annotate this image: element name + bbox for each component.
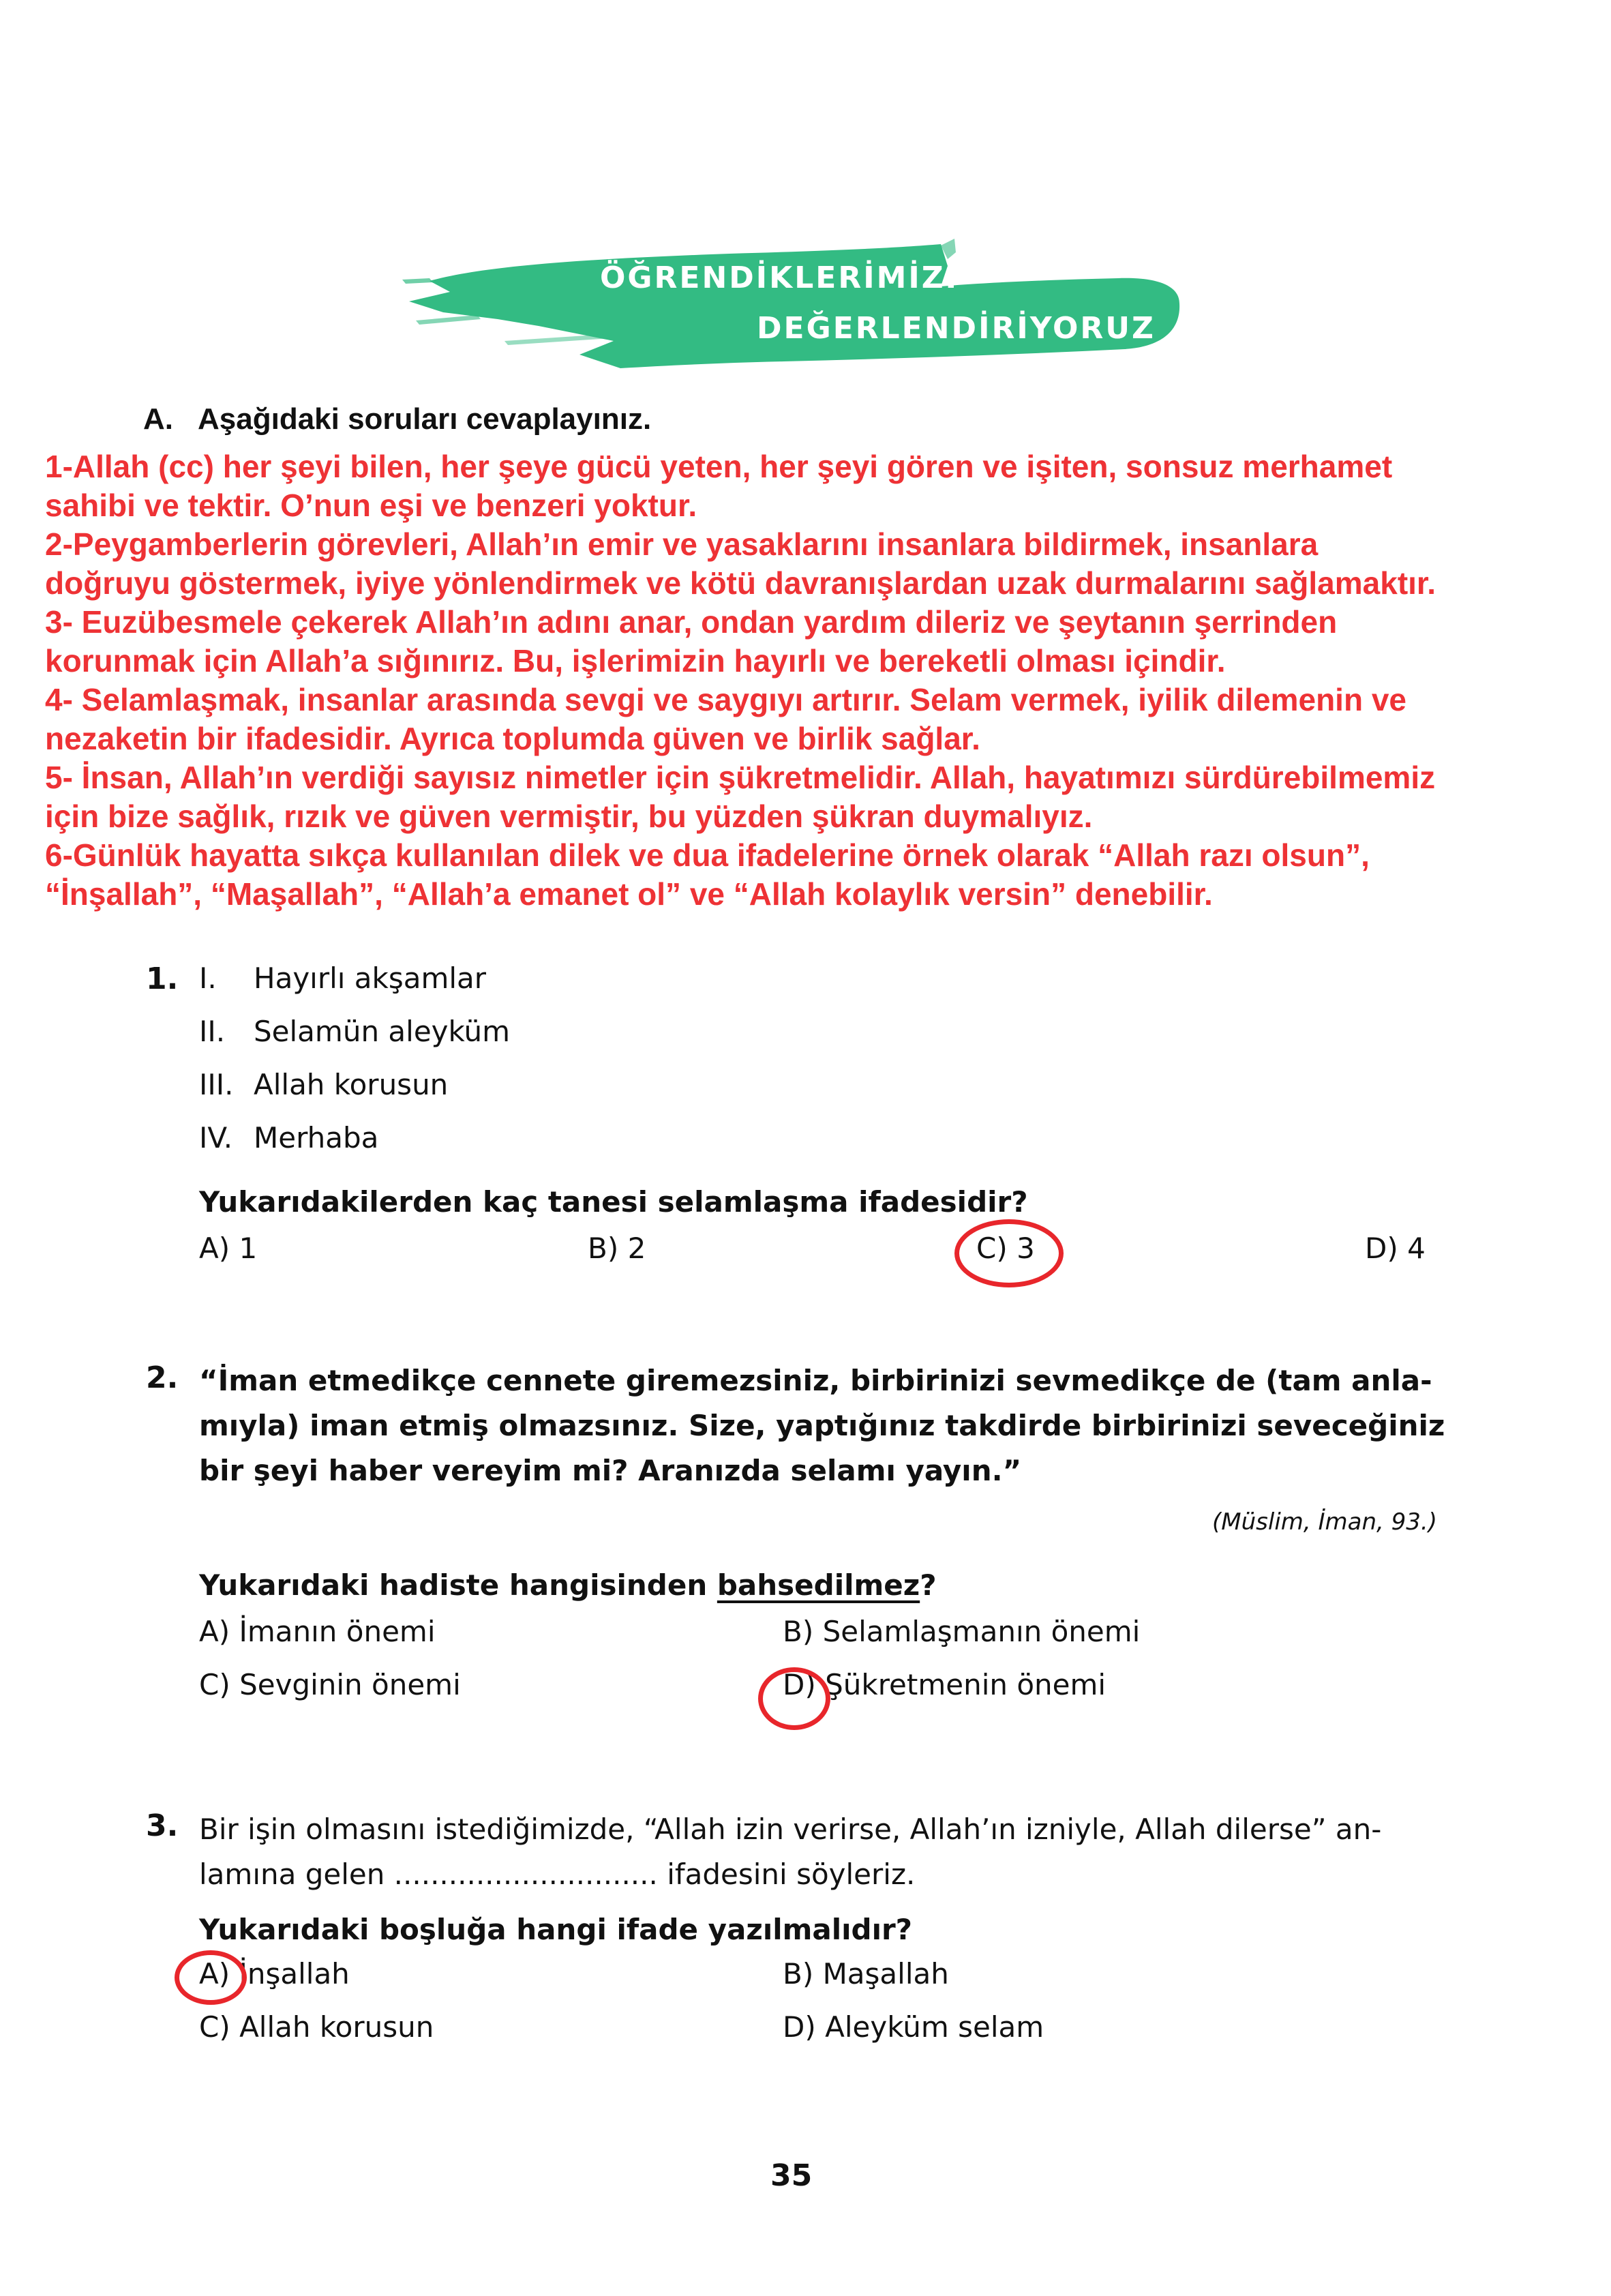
option-text: İmanın önemi — [239, 1615, 436, 1648]
section-banner — [402, 239, 1186, 375]
answer-circle-mark — [758, 1667, 830, 1730]
page-number: 35 — [770, 2158, 813, 2193]
q3-option-d[interactable] — [783, 2010, 1044, 2044]
option-label: D) — [783, 1668, 816, 1701]
option-label: B) — [783, 1615, 814, 1648]
answer-line: 5- İnsan, Allah’ın verdiği sayısız nimetler için şükretmelidir. Allah, hayatımızı sürdürebilmemiz — [45, 760, 1436, 795]
option-text: Allah korusun — [239, 2010, 434, 2044]
brush-stroke-graphic — [402, 239, 1186, 375]
question-2-number: 2. — [146, 1360, 179, 1395]
q1-item-3 — [199, 1068, 448, 1109]
stem-text: Yukarıdaki hadiste hangisinden — [199, 1568, 717, 1602]
option-text: İnşallah — [239, 1957, 350, 1991]
answer-line: sahibi ve tektir. O’nun eşi ve benzeri yoktur. — [45, 488, 697, 523]
answer-line: 6-Günlük hayatta sıkça kullanılan dilek ve dua ifadelerine örnek olarak “Allah razı olsun”, — [45, 837, 1370, 873]
answer-line: korunmak için Allah’a sığınırız. Bu, işlerimizin hayırlı ve bereketli olması içindir. — [45, 643, 1226, 679]
q1-item-1 — [199, 961, 486, 1002]
quote-line: mıyla) iman etmiş olmazsınız. Size, yaptığınız takdirde birbirinizi seveceğiniz — [199, 1409, 1445, 1442]
question-2-stem — [199, 1568, 937, 1602]
banner-title-line1: ÖĞRENDİKLERİMİZİ — [600, 260, 959, 295]
roman-numeral: III. — [199, 1068, 234, 1101]
question-text-line: lamına gelen ............................. ifadesini söyleriz. — [199, 1858, 916, 1891]
item-text: Hayırlı akşamlar — [254, 961, 487, 995]
stem-underlined-word: bahsedilmez — [717, 1568, 920, 1602]
q3-option-b[interactable] — [783, 1957, 949, 1991]
option-label: C) — [199, 1668, 230, 1701]
answer-line: 1-Allah (cc) her şeyi bilen, her şeye gücü yeten, her şeyi gören ve işiten, sonsuz merhamet — [45, 449, 1393, 484]
banner-title-line2: DEĞERLENDİRİYORUZ — [757, 311, 1156, 346]
q2-option-a[interactable] — [199, 1615, 436, 1648]
section-title: Aşağıdaki soruları cevaplayınız. — [198, 402, 652, 436]
answer-circle-mark — [175, 1950, 247, 2005]
answer-line: için bize sağlık, rızık ve güven vermiştir, bu yüzden şükran duymalıyız. — [45, 799, 1093, 834]
option-label: A) — [199, 1232, 230, 1265]
answer-line: doğruyu göstermek, iyiye yönlendirmek ve kötü davranışlardan uzak durmalarını sağlamaktır. — [45, 565, 1436, 601]
quote-line: bir şeyi haber vereyim mi? Aranızda selamı yayın.” — [199, 1454, 1022, 1487]
hadith-source: (Müslim, İman, 93.) — [1212, 1508, 1437, 1536]
answer-circle-mark — [954, 1219, 1064, 1287]
option-text: 1 — [239, 1232, 258, 1265]
option-label: A) — [199, 1957, 230, 1991]
answer-line: 2-Peygamberlerin görevleri, Allah’ın emir ve yasaklarını insanlara bildirmek, insanlara — [45, 526, 1319, 562]
option-label: D) — [1365, 1232, 1398, 1265]
q2-option-d[interactable] — [783, 1668, 1106, 1701]
question-1-number: 1. — [146, 961, 179, 996]
option-label: B) — [588, 1232, 619, 1265]
answer-line: 4- Selamlaşmak, insanlar arasında sevgi ve saygıyı artırır. Selam vermek, iyilik dilemenin ve — [45, 682, 1407, 717]
option-label: C) — [976, 1232, 1008, 1265]
question-3-stem: Yukarıdaki boşluğa hangi ifade yazılmalıdır? — [199, 1913, 913, 1946]
option-label: D) — [783, 2010, 816, 2044]
section-letter: A. — [143, 402, 173, 436]
q1-item-4 — [199, 1121, 378, 1162]
question-1-stem: Yukarıdakilerden kaç tanesi selamlaşma ifadesidir? — [199, 1185, 1028, 1219]
stem-punctuation: ? — [920, 1568, 937, 1602]
option-label: B) — [783, 1957, 814, 1991]
answer-line: “İnşallah”, “Maşallah”, “Allah’a emanet ol” ve “Allah kolaylık versin” denebilir. — [45, 876, 1213, 912]
q1-option-b[interactable] — [588, 1232, 646, 1265]
q3-option-c[interactable] — [199, 2010, 434, 2044]
hadith-quote — [199, 1358, 1445, 1493]
roman-numeral: IV. — [199, 1121, 233, 1154]
option-text: Sevginin önemi — [239, 1668, 461, 1701]
q2-option-c[interactable] — [199, 1668, 461, 1701]
answer-block — [45, 447, 1599, 914]
section-heading — [143, 402, 651, 436]
item-text: Selamün aleyküm — [254, 1015, 511, 1048]
q1-item-2 — [199, 1015, 510, 1056]
option-text: 3 — [1017, 1232, 1035, 1265]
option-text: 4 — [1407, 1232, 1426, 1265]
option-text: 2 — [627, 1232, 646, 1265]
quote-line: “İman etmedikçe cennete giremezsiniz, birbirinizi sevmedikçe de (tam anla- — [199, 1364, 1432, 1397]
option-label: A) — [199, 1615, 230, 1648]
option-text: Maşallah — [822, 1957, 949, 1991]
answer-line: 3- Euzübesmele çekerek Allah’ın adını anar, ondan yardım dileriz ve şeytanın şerrinden — [45, 604, 1338, 640]
q2-option-b[interactable] — [783, 1615, 1140, 1648]
roman-numeral: I. — [199, 961, 217, 995]
q1-option-a[interactable] — [199, 1232, 257, 1265]
answer-line: nezaketin bir ifadesidir. Ayrıca toplumda güven ve birlik sağlar. — [45, 721, 980, 756]
option-text: Selamlaşmanın önemi — [822, 1615, 1141, 1648]
option-text: Şükretmenin önemi — [825, 1668, 1106, 1701]
option-label: C) — [199, 2010, 230, 2044]
item-text: Allah korusun — [254, 1068, 449, 1101]
roman-numeral: II. — [199, 1015, 226, 1048]
question-3-number: 3. — [146, 1808, 179, 1843]
item-text: Merhaba — [254, 1121, 379, 1154]
option-text: Aleyküm selam — [825, 2010, 1044, 2044]
q1-option-d[interactable] — [1365, 1232, 1426, 1265]
question-text-line: Bir işin olmasını istediğimizde, “Allah izin verirse, Allah’ın izniyle, Allah dilerse” an- — [199, 1813, 1382, 1846]
question-3-text — [199, 1807, 1381, 1897]
